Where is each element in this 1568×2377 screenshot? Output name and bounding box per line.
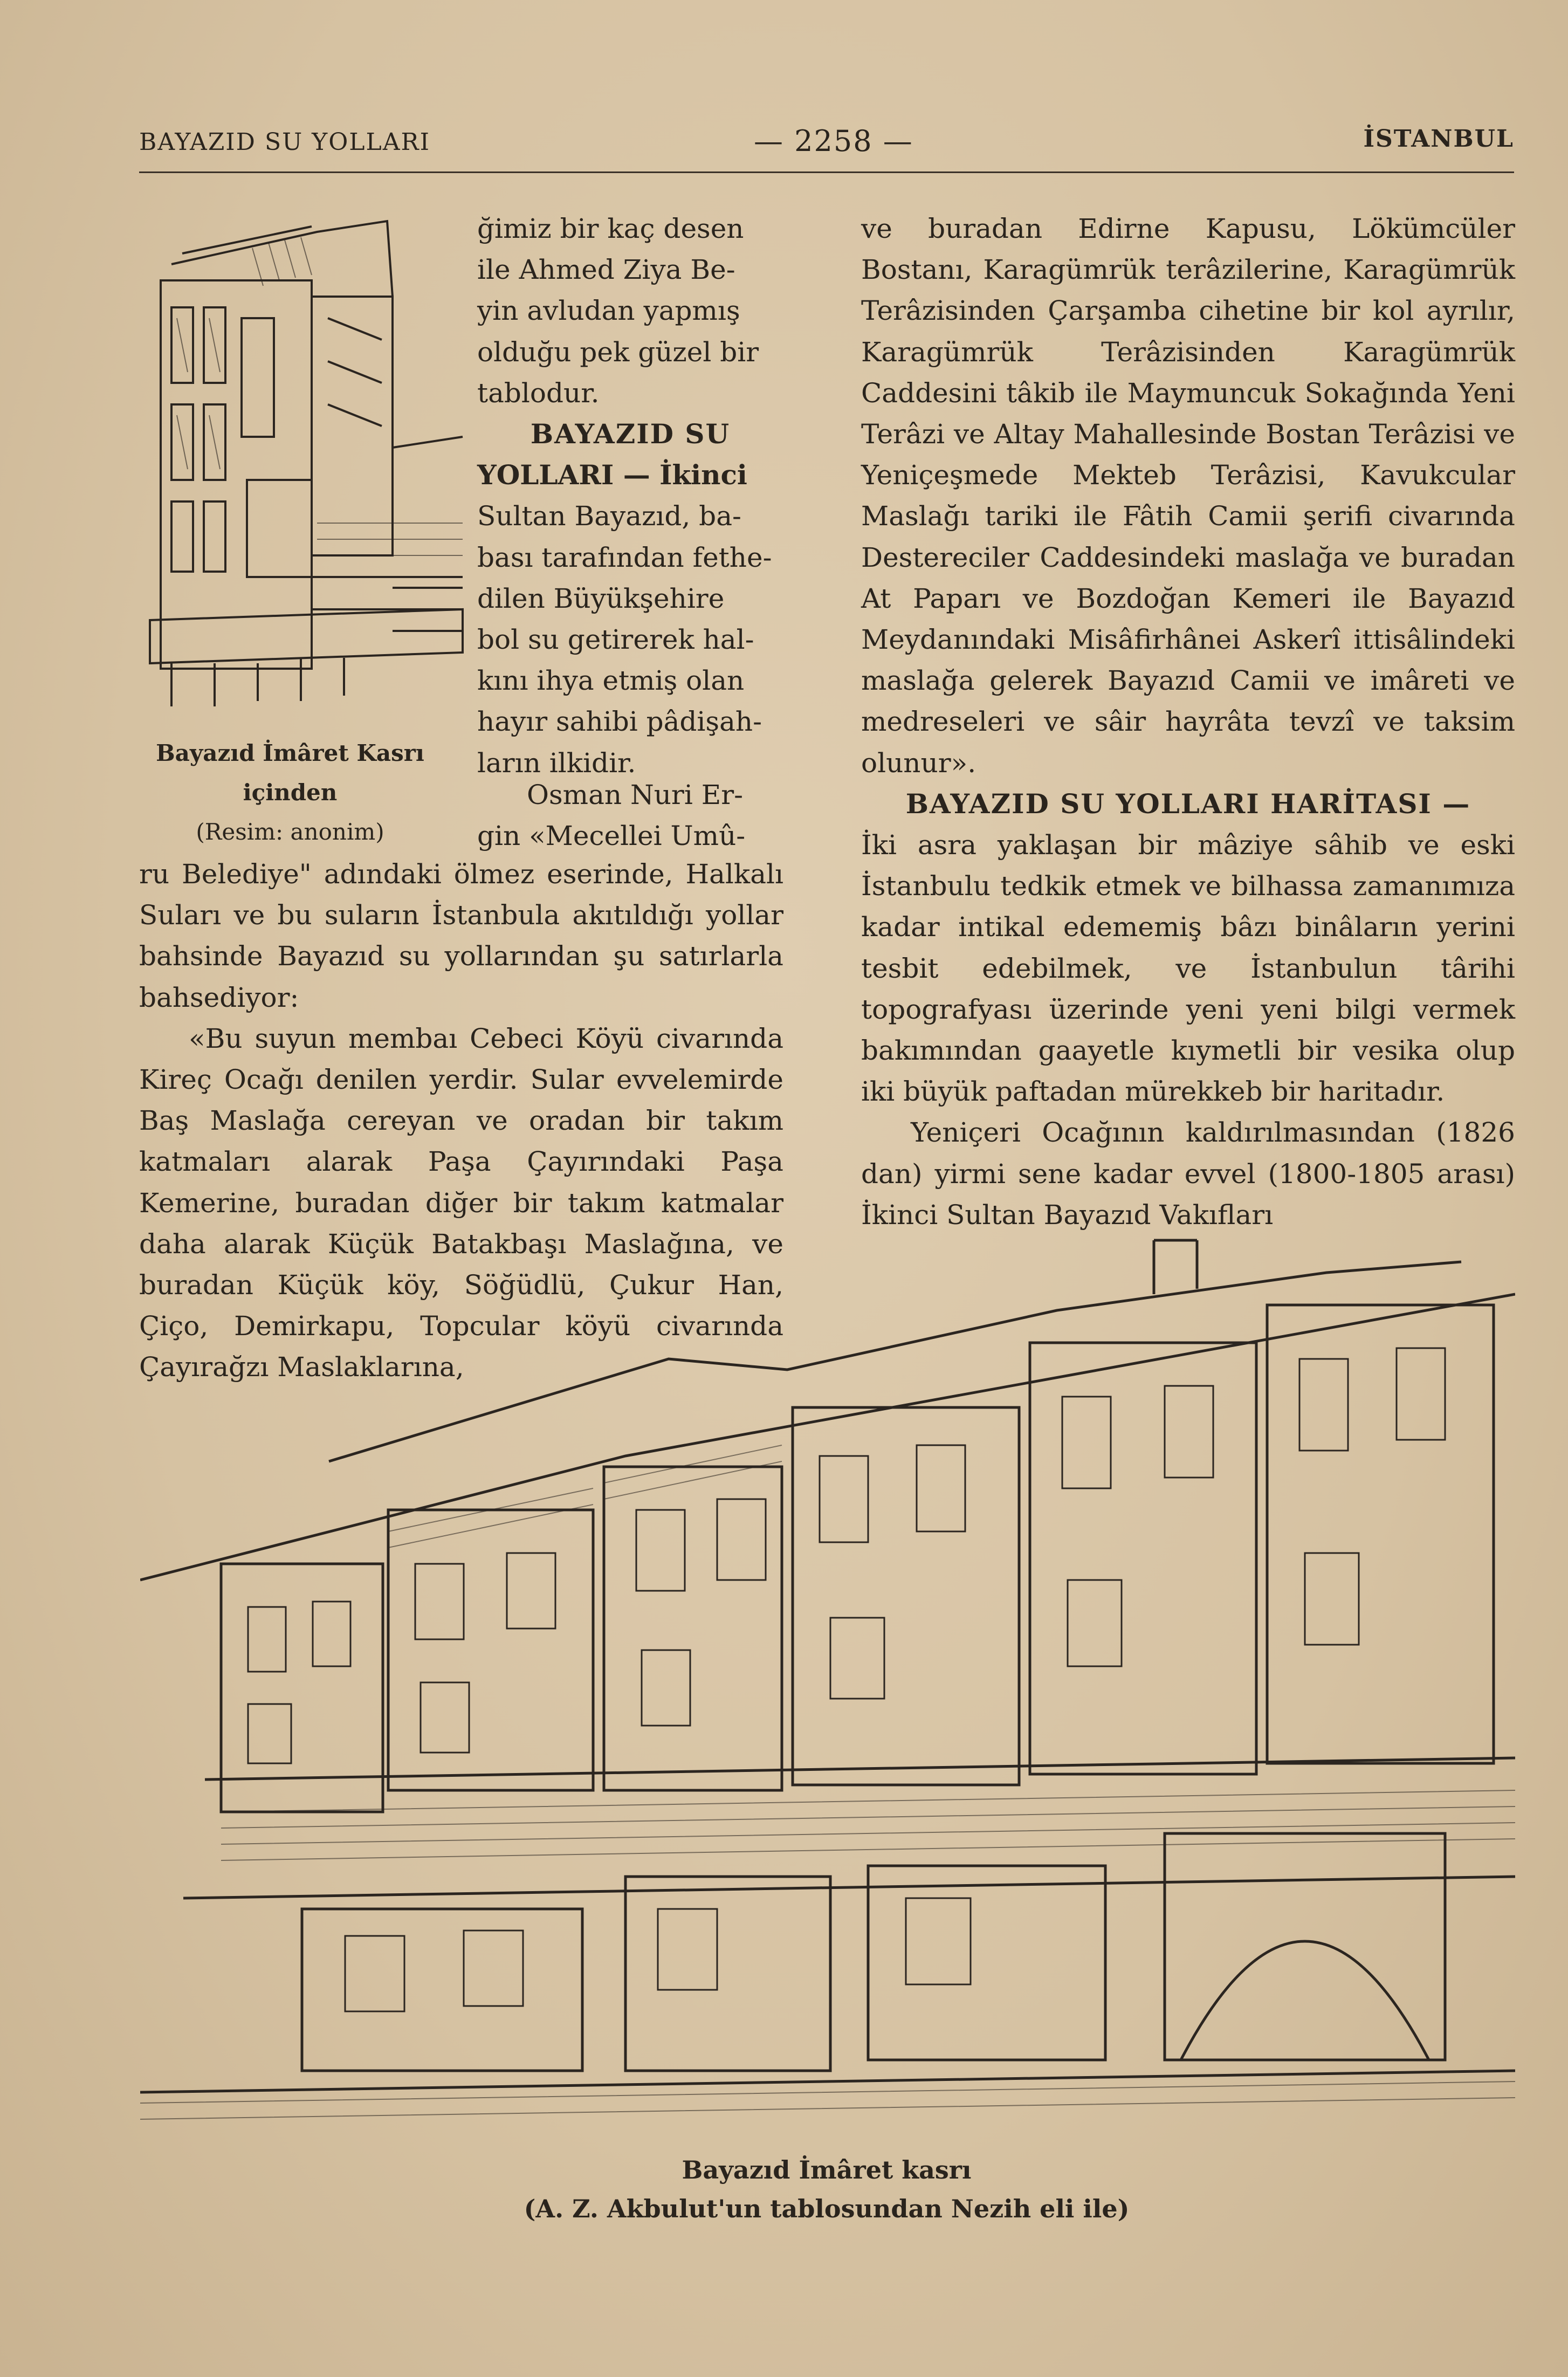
paragraph: ru Belediye" adındaki ölmez eserinde, Halkalı Suları ve bu suların İstanbula akıtıldığı yollar bahsinde Bayazıd su yollarından şu satırlarla bahsediyor: <box>139 858 783 1013</box>
text-line: bol su getirerek hal- <box>477 624 754 656</box>
paragraph: ve buradan Edirne Kapusu, Lökümcüler Bostanı, Karagümrük terâzilerine, Karagümrük Terâzisinden Çarşamba cihetine bir kol ayrılır, Karagümrük Terâzisinden Karagümrük Caddesini tâkib ile Maymuncuk Sokağında Yeni Terâzi ve Altay Mahallesinde Bostan Terâzisi ve Yeniçeşmede Mekteb Terâzisi, Kavukcular Maslağı tariki ile Fâtih Camii şerifi civarında Destereciler Caddesindeki maslağa ve buradan At Paparı ve Bozdoğan Kemeri ile Bayazıd Meydanındaki Misâfirhânei Askerî ittisâlindeki maslağa gelerek Bayazıd Camii ve imâreti ve medreseleri ve sâir hayrâta tevzî ve taksim olunur». <box>861 213 1515 779</box>
caption-title: Bayazıd İmâret Kasrı <box>156 740 424 766</box>
header-publication-title: İSTANBUL <box>1363 125 1514 153</box>
text-line: ile Ahmed Ziya Be- <box>477 254 735 286</box>
left-narrow-column-b <box>477 774 783 856</box>
paragraph: İki asra yaklaşan bir mâziye sâhib ve eski İstanbulu tedkik etmek ve bilhassa zamanımıza kadar intikal edememiş bâzı binâların yerini tesbit edebilmek, ve İstanbulun târihi topografyası üzerinde yeni yeni bilgi vermek bakımından gaayetle kıymetli bir vesika olup iki büyük paftadan mürekkeb bir haritadır. <box>861 829 1515 1108</box>
large-figure-caption <box>139 2151 1514 2228</box>
text-line: yin avludan yapmış <box>477 295 740 327</box>
caption-credit: (A. Z. Akbulut'un tablosundan Nezih eli ile) <box>524 2194 1130 2223</box>
page-number: — 2258 — <box>754 124 913 158</box>
small-figure-caption <box>139 733 441 851</box>
right-column <box>861 208 1515 1235</box>
text-line: Osman Nuri Er- <box>527 779 744 810</box>
section-heading: BAYAZID SU <box>530 418 731 450</box>
text-line: hayır sahibi pâdişah- <box>477 706 762 738</box>
text-line: olduğu pek güzel bir <box>477 336 759 368</box>
text-line: Sultan Bayazıd, ba- <box>477 500 741 532</box>
caption-title: Bayazıd İmâret kasrı <box>682 2155 972 2184</box>
caption-subtitle: içinden <box>243 779 338 806</box>
running-header <box>139 118 1514 161</box>
header-section-title: BAYAZID SU YOLLARI <box>139 128 431 156</box>
header-rule <box>139 171 1514 173</box>
section-heading-line: YOLLARI — İkinci <box>477 459 747 491</box>
caption-credit: (Resim: anonim) <box>196 819 384 845</box>
quote-paragraph: «Bu suyun membaı Cebeci Köyü civarında Kireç Ocağı denilen yerdir. Sular evvelemirde Baş Maslağa cereyan ve oradan bir takım katmaları alarak Paşa Çayırındaki Paşa Kemerine, buradan diğer bir takım katmalar daha alarak Küçük Batakbaşı Maslağına, ve buradan Küçük köy, Söğüdlü, Çukur Han, Çiço, Demirkapu, Topcular köyü civarında Çayırağzı Maslaklarına, <box>139 1022 783 1383</box>
kasr-interior-illustration <box>139 200 468 717</box>
text-line: dilen Büyükşehire <box>477 582 725 614</box>
text-line: kını ihya etmiş olan <box>477 665 745 697</box>
text-line: gin «Mecellei Umû- <box>477 820 746 852</box>
section-heading: BAYAZID SU YOLLARI HARİTASI — <box>905 787 1471 820</box>
text-line: bası tarafından fethe- <box>477 541 772 573</box>
text-line: ğimiz bir kaç desen <box>477 213 744 244</box>
paragraph: Yeniçeri Ocağının kaldırılmasından (1826 dan) yirmi sene kadar evvel (1800-1805 arası) İkinci Sultan Bayazıd Vakıfları <box>861 1117 1515 1231</box>
imaret-kasri-illustration <box>140 1229 1515 2135</box>
left-narrow-column <box>477 208 783 784</box>
text-line: ların ilkidir. <box>477 747 636 779</box>
text-line: tablodur. <box>477 377 600 409</box>
